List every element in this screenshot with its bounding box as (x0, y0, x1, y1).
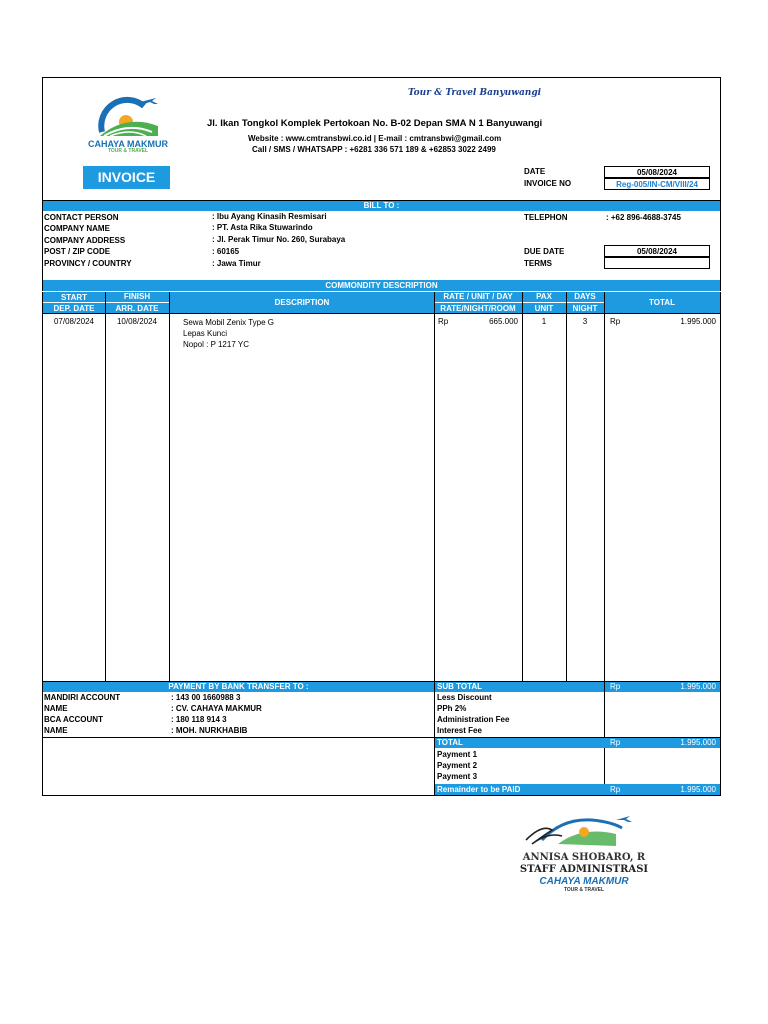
name2-label: NAME (44, 726, 68, 735)
col-start-sub: DEP. DATE (53, 304, 95, 313)
total-value: 1.995.000 (680, 738, 716, 747)
row-rate-currency: Rp (438, 317, 449, 326)
name1-label: NAME (44, 704, 68, 713)
divider (522, 292, 523, 681)
col-days-sub: NIGHT (572, 304, 598, 313)
date-label: DATE (524, 167, 546, 176)
row-finish: 10/08/2024 (116, 317, 158, 326)
company-address-label: COMPANY ADDRESS (44, 236, 126, 245)
col-finish-sub: ARR. DATE (115, 304, 159, 313)
logo-sub: TOUR & TRAVEL (107, 148, 149, 154)
post-label: POST / ZIP CODE (44, 247, 111, 256)
pph: PPh 2% (437, 704, 467, 713)
bca-label: BCA ACCOUNT (44, 715, 103, 724)
row-desc-2: Lepas Kunci (183, 329, 228, 338)
divider (566, 292, 567, 681)
remainder-label: Remainder to be PAID (437, 785, 521, 794)
terms-label: TERMS (524, 259, 552, 268)
subtotal-currency: Rp (610, 682, 621, 691)
less-discount: Less Discount (437, 693, 492, 702)
company-name-value: : PT. Asta Rika Stuwarindo (212, 223, 313, 232)
province-label: PROVINCY / COUNTRY (44, 259, 132, 268)
logo-name: CAHAYA MAKMUR (87, 139, 168, 149)
company-logo (82, 92, 174, 158)
invoice-no-label: INVOICE NO (524, 179, 572, 188)
telephon-label: TELEPHON (524, 213, 568, 222)
mandiri-value: : 143 00 1660988 3 (171, 693, 241, 702)
remainder-value: 1.995.000 (680, 785, 716, 794)
contact-value: : Ibu Ayang Kinasih Resmisari (212, 212, 327, 221)
subtotal-value: 1.995.000 (680, 682, 716, 691)
due-date-label: DUE DATE (524, 247, 565, 256)
row-total-currency: Rp (610, 317, 621, 326)
interest-fee: Interest Fee (437, 726, 482, 735)
name2-value: : MOH. NURKHABIB (171, 726, 248, 735)
col-days: DAYS (574, 292, 596, 301)
admin-fee: Administration Fee (437, 715, 510, 724)
divider (604, 292, 605, 681)
signature-position: STAFF ADMINISTRASI (519, 864, 649, 875)
payment-1: Payment 1 (437, 750, 478, 759)
remainder-currency: Rp (610, 785, 621, 794)
telephon-value: : +62 896-4688-3745 (606, 213, 681, 222)
post-value: : 60165 (212, 247, 240, 256)
divider (169, 292, 170, 681)
invoice-title: INVOICE (97, 169, 156, 185)
total-currency: Rp (610, 738, 621, 747)
invoice-no-value: Reg-005/IN-CM/VIII/24 (604, 178, 710, 190)
company-website: Website : www.cmtransbwi.co.id | E-mail : cmtransbwi@gmail.com (248, 134, 502, 143)
airplane-sun-fields-icon (82, 92, 174, 140)
divider (434, 302, 604, 303)
bca-value: : 180 118 914 3 (171, 715, 227, 724)
col-pax-sub: UNIT (534, 304, 554, 313)
payment-header: PAYMENT BY BANK TRANSFER TO : (43, 682, 434, 692)
row-total: 1.995.000 (680, 317, 716, 326)
commodity-header: COMMONDITY DESCRIPTION (43, 280, 720, 291)
signature-stamp (512, 810, 656, 896)
subtotal-label: SUB TOTAL (437, 682, 483, 691)
due-date-value: 05/08/2024 (604, 245, 710, 257)
row-start: 07/08/2024 (53, 317, 95, 326)
col-start: START (60, 293, 88, 302)
col-finish: FINISH (123, 292, 151, 301)
signature-name: ANNISA SHOBARO, R (522, 852, 646, 863)
company-tagline: Tour & Travel Banyuwangi (408, 88, 542, 98)
row-desc-1: Sewa Mobil Zenix Type G (183, 318, 275, 327)
divider (43, 302, 169, 303)
row-pax: 1 (541, 317, 547, 326)
mandiri-label: MANDIRI ACCOUNT (44, 693, 121, 702)
company-name-label: COMPANY NAME (44, 224, 110, 233)
company-address-value: : Jl. Perak Timur No. 260, Surabaya (212, 235, 346, 244)
contact-label: CONTACT PERSON (44, 213, 119, 222)
row-desc-3: Nopol : P 1217 YC (183, 340, 249, 349)
col-total: TOTAL (649, 298, 675, 307)
col-rate: RATE / UNIT / DAY (443, 292, 513, 301)
payment-3: Payment 3 (437, 772, 478, 781)
name1-value: : CV. CAHAYA MAKMUR (171, 704, 262, 713)
total-label: TOTAL (437, 738, 463, 747)
divider (434, 292, 435, 681)
divider (42, 313, 721, 314)
bill-to-header: BILL TO : (43, 201, 720, 211)
terms-value (604, 257, 710, 269)
province-value: : Jawa Timur (212, 259, 261, 268)
col-description: DESCRIPTION (274, 298, 330, 307)
col-rate-sub: RATE/NIGHT/ROOM (440, 304, 516, 313)
stamp-name: CAHAYA MAKMUR (539, 876, 629, 887)
payment-2: Payment 2 (437, 761, 478, 770)
divider (105, 292, 106, 681)
date-value: 05/08/2024 (604, 166, 710, 178)
signature-scribble-icon (512, 810, 656, 850)
company-address: Jl. Ikan Tongkol Komplek Pertokoan No. B-02 Depan SMA N 1 Banyuwangi (207, 118, 543, 129)
company-phone: Call / SMS / WHATSAPP : +6281 336 571 189 & +62853 3022 2499 (252, 145, 496, 154)
row-days: 3 (582, 317, 588, 326)
row-rate: 665.000 (489, 317, 518, 326)
col-pax: PAX (536, 292, 552, 301)
stamp-sub: TOUR & TRAVEL (563, 887, 605, 893)
